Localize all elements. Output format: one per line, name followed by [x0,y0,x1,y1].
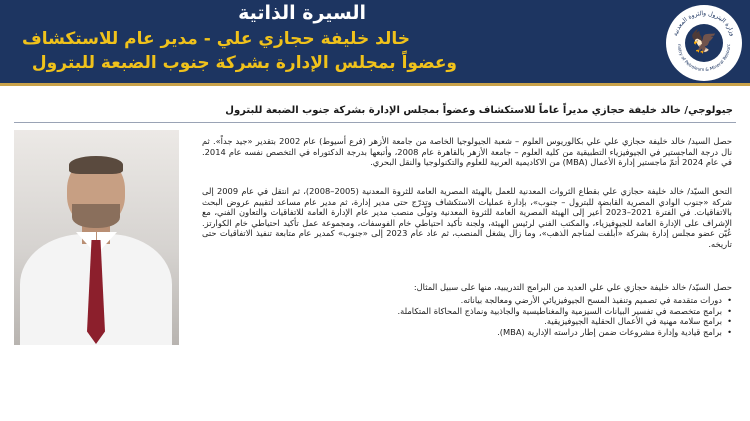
course-item: • دورات متقدمة في تصميم وتنفيذ المسح الجيوفيزيائي الأرضي ومعالجة بياناته. [202,295,732,306]
career-paragraph: التحق السيّد/ خالد خليفة حجازي علي بقطاع الثروات المعدنية للعمل بالهيئة المصرية العامة للثروة المعدنية (2005–2008)، ثم انتقل في عام 2009 إلى شركة «جنوب الوادي المصرية القابضة للبترول – جنوب»، بإدارة عمليات الاستكشاف وتدرّج حتى مدير إدارة، ثم مدير عام مساعد لتقييم عروض البحث بالاتفاقيات. في الفترة 2021–2023 أُعير إلى الهيئة المصرية العامة للثروة المعدنية وتولّى منصب مدير عام الإدارة العامة للاتفاقيات والتعاون الفني، مع الإشراف على الإدارة العامة للجيوفيزياء، والمكتب الفني لرئيس الهيئة، ولجنة تأكيد احتياطي خام الفوسفات، ومجموعة عمل تأكيد احتياطي خام الكوارتز. عُيّن عضو مجلس إدارة بشركة «أبلفت لمناجم الذهب»، وما زال يشغل المنصب، ثم عاد عام 2023 إلى «جنوب» كمدير عام متابعة تنفيذ الاتفاقيات حتى تاريخه. [202,186,732,249]
page-subtitle-line1: خالد خليفة حجازي علي - مدير عام للاستكشاف [21,29,410,49]
photo-beard [72,204,120,228]
course-item: • برامج قيادية وإدارة مشروعات ضمن إطار دراسته الإدارية (MBA). [202,327,732,338]
ministry-logo [666,5,742,81]
document-subject: جيولوجي/ خالد خليفة حجازي مديراً عاماً للاستكشاف وعضواً بمجلس الإدارة بشركة جنوب الضبعة للبترول [225,105,733,116]
logo-arabic-text: وزارة البترول والثروة المعدنية [671,9,737,37]
course-item: • برامج سلامة مهنية في الأعمال الحقلية الجيوفيزيقية. [202,316,732,327]
divider [14,122,736,123]
education-paragraph: حصل السيد/ خالد خليفة حجازي علي علي بكالوريوس العلوم – شعبة الجيولوجيا الخاصة من جامعة الأزهر (فرع أسيوط) عام 2002 بتقدير «جيد جداً». ثم نال درجة الماجستير في الجيوفيزياء التطبيقية من كلية العلوم – جامعة الأزهر بالقاهرة عام 2008، وأتبعها بدرجة الدكتوراه في التخصص نفسه عام 2014. في عام 2024 أتمّ ماجستير إدارة الأعمال (MBA) من الاكاديمية العربية للعلوم والتكنولوجيا والنقل البحري. [202,136,732,168]
page-subtitle-line2: وعضواً بمجلس الإدارة بشركة جنوب الضبعة للبترول [31,53,457,73]
course-item: • برامج متخصصة في تفسير البيانات السيزمية والمغناطيسية والجاذبية ونماذج المحاكاة المتكاملة. [202,306,732,317]
photo-hair [69,156,123,174]
courses-intro: حصل السيّد/ خالد خليفة حجازي علي علي العديد من البرامج التدريبية، منها على سبيل المثال: [413,282,732,292]
courses-list [202,295,732,337]
logo-english-text: nistry of Petroleum & Mineral Resourc [675,43,733,74]
header-accent-line [0,83,750,86]
eagle-icon: 🦅 [690,30,718,55]
header-band [0,0,750,86]
portrait-photo [14,130,179,345]
page-title: السيرة الذاتية [238,2,366,24]
